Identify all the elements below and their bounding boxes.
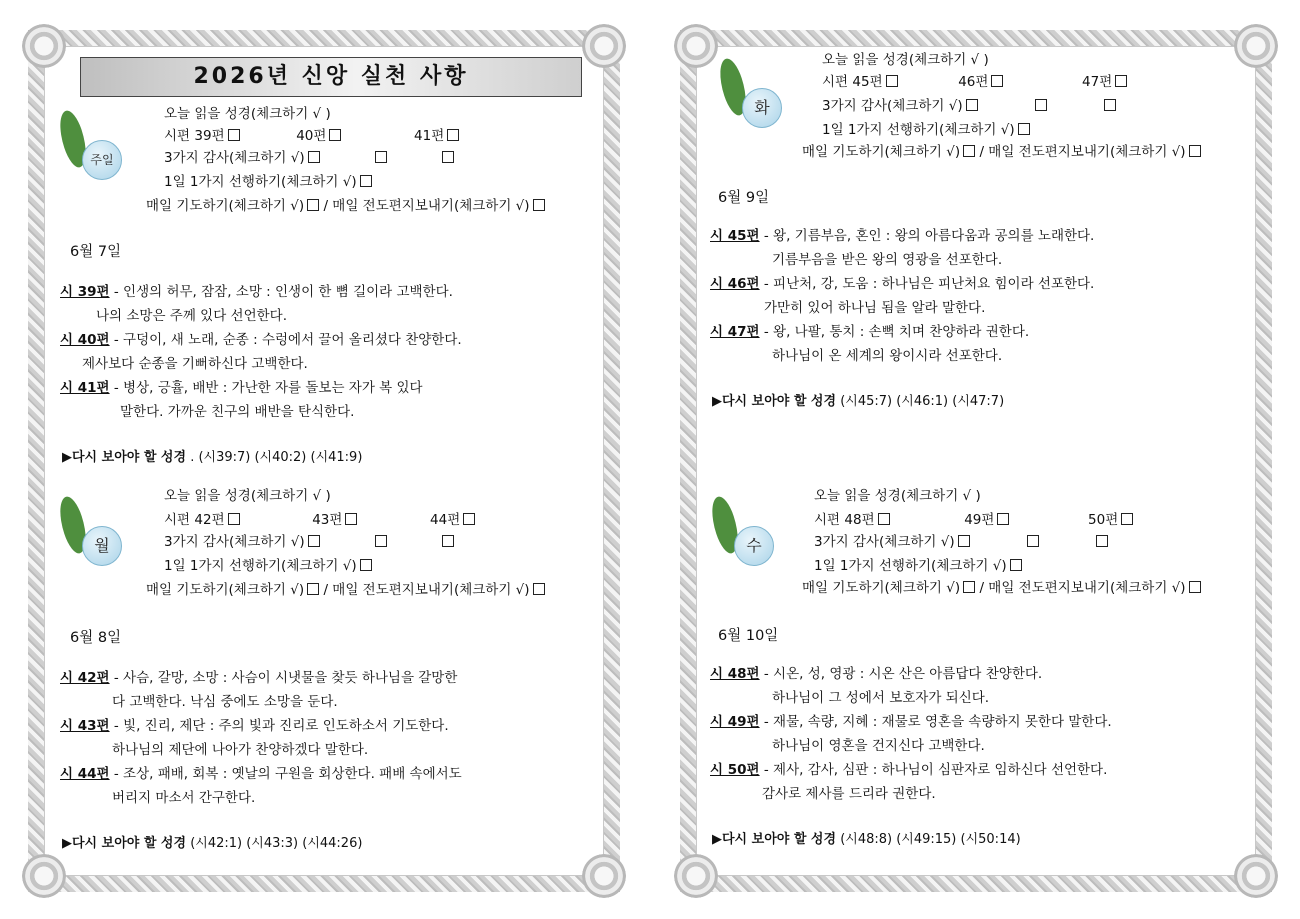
review-refs: . (시39:7) (시40:2) (시41:9) — [190, 450, 363, 465]
checkbox[interactable] — [1189, 581, 1201, 593]
read-label: 오늘 읽을 성경(체크하기 √ ) — [814, 488, 981, 504]
psalm-summary-cont: 말한다. 가까운 친구의 배반을 탄식한다. — [120, 404, 355, 420]
psalm-summary-cont: 하나님이 온 세계의 왕이시라 선포한다. — [772, 348, 1003, 364]
psalm-number: 42편 — [194, 512, 225, 528]
checkbox[interactable] — [463, 513, 475, 525]
day-label: 화 — [742, 88, 782, 128]
review-line — [712, 390, 1004, 409]
psalm-prefix: 시편 — [164, 128, 191, 144]
review-refs: (시42:1) (시43:3) (시44:26) — [190, 836, 363, 851]
pray-label: 매일 기도하기(체크하기 √) — [802, 580, 961, 596]
corner-flower-icon — [674, 24, 718, 68]
thanks-checklist — [822, 96, 1116, 116]
pray-label: 매일 기도하기(체크하기 √) — [802, 144, 961, 160]
good-deed-checklist — [164, 556, 372, 576]
checkbox[interactable] — [442, 151, 454, 163]
good-deed-checklist — [822, 120, 1030, 140]
checkbox[interactable] — [997, 513, 1009, 525]
day-label: 월 — [82, 526, 122, 566]
corner-flower-icon — [1234, 24, 1278, 68]
read-label: 오늘 읽을 성경(체크하기 √ ) — [164, 106, 331, 122]
checkbox[interactable] — [307, 199, 319, 211]
slash: / — [323, 582, 328, 598]
psalm-ref: 시 50편 — [710, 762, 760, 778]
checkbox[interactable] — [533, 199, 545, 211]
review-refs: (시45:7) (시46:1) (시47:7) — [840, 394, 1005, 409]
checkbox[interactable] — [228, 513, 240, 525]
psalm-number: 47편 — [1082, 74, 1113, 90]
psalm-ref: 시 44편 — [60, 766, 110, 782]
checkbox[interactable] — [447, 129, 459, 141]
review-label: ▶다시 보아야 할 성경 — [62, 836, 187, 851]
checkbox[interactable] — [1121, 513, 1133, 525]
corner-flower-icon — [674, 854, 718, 898]
psalm-summary: - 조상, 패배, 회복 : 옛날의 구원을 회상한다. 패배 속에서도 — [109, 766, 462, 782]
checkbox[interactable] — [228, 129, 240, 141]
corner-flower-icon — [1234, 854, 1278, 898]
checkbox[interactable] — [308, 535, 320, 547]
psalm-ref: 시 45편 — [710, 228, 760, 244]
thanks-checklist — [164, 532, 454, 552]
psalm-entry — [60, 666, 457, 690]
checkbox[interactable] — [533, 583, 545, 595]
corner-flower-icon — [582, 24, 626, 68]
checkbox[interactable] — [360, 175, 372, 187]
thanks-label: 3가지 감사(체크하기 √) — [814, 534, 955, 550]
review-label: ▶다시 보아야 할 성경 — [62, 450, 187, 465]
psalm-summary-cont: 나의 소망은 주께 있다 선언한다. — [96, 308, 287, 324]
checkbox[interactable] — [307, 583, 319, 595]
read-label: 오늘 읽을 성경(체크하기 √ ) — [822, 52, 989, 68]
day-badge — [62, 496, 126, 576]
psalm-number: 46편 — [958, 74, 989, 90]
good-deed-label: 1일 1가지 선행하기(체크하기 √) — [822, 122, 1015, 138]
page-title: 2026년 신앙 실천 사항 — [80, 57, 582, 97]
psalm-summary: - 피난처, 강, 도움 : 하나님은 피난처요 힘이라 선포한다. — [759, 276, 1095, 292]
checkbox[interactable] — [329, 129, 341, 141]
psalm-entry — [60, 280, 453, 304]
right-page — [680, 30, 1272, 892]
checkbox[interactable] — [886, 75, 898, 87]
checkbox[interactable] — [308, 151, 320, 163]
pray-label: 매일 기도하기(체크하기 √) — [146, 198, 305, 214]
psalm-summary-cont: 제사보다 순종을 기뻐하신다 고백한다. — [82, 356, 308, 372]
psalm-number: 40편 — [296, 128, 327, 144]
day-label: 수 — [734, 526, 774, 566]
psalm-summary-cont: 가만히 있어 하나님 됨을 알라 말한다. — [764, 300, 986, 316]
checkbox[interactable] — [375, 535, 387, 547]
checkbox[interactable] — [966, 99, 978, 111]
psalm-summary-cont: 기름부음을 받은 왕의 영광을 선포한다. — [772, 252, 1003, 268]
psalm-checklist — [164, 510, 475, 530]
review-label: ▶다시 보아야 할 성경 — [712, 394, 837, 409]
checkbox[interactable] — [375, 151, 387, 163]
psalm-entry — [710, 662, 1042, 686]
psalm-number: 44편 — [430, 512, 461, 528]
psalm-summary-cont: 버리지 마소서 간구한다. — [112, 790, 256, 806]
psalm-ref: 시 43편 — [60, 718, 110, 734]
psalm-checklist — [814, 510, 1133, 530]
checkbox[interactable] — [1018, 123, 1030, 135]
psalm-prefix: 시편 — [814, 512, 841, 528]
corner-flower-icon — [22, 24, 66, 68]
psalm-summary: - 제사, 감사, 심판 : 하나님이 심판자로 임하신다 선언한다. — [759, 762, 1108, 778]
psalm-summary: - 왕, 기름부음, 혼인 : 왕의 아름다움과 공의를 노래한다. — [759, 228, 1095, 244]
psalm-number: 45편 — [852, 74, 883, 90]
psalm-number: 43편 — [312, 512, 343, 528]
psalm-summary: - 인생의 허무, 잠잠, 소망 : 인생이 한 뼘 길이라 고백한다. — [109, 284, 453, 300]
psalm-entry — [60, 376, 423, 400]
evangel-label: 매일 전도편지보내기(체크하기 √) — [332, 198, 530, 214]
review-label: ▶다시 보아야 할 성경 — [712, 832, 837, 847]
evangel-label: 매일 전도편지보내기(체크하기 √) — [988, 580, 1186, 596]
psalm-summary: - 사슴, 갈망, 소망 : 사슴이 시냇물을 찾듯 하나님을 갈망한 — [109, 670, 458, 686]
psalm-entry — [60, 328, 462, 352]
evangel-label: 매일 전도편지보내기(체크하기 √) — [988, 144, 1186, 160]
checkbox[interactable] — [442, 535, 454, 547]
checkbox[interactable] — [1035, 99, 1047, 111]
psalm-ref: 시 39편 — [60, 284, 110, 300]
thanks-label: 3가지 감사(체크하기 √) — [164, 534, 305, 550]
psalm-summary: - 구덩이, 새 노래, 순종 : 수렁에서 끌어 올리셨다 찬양한다. — [109, 332, 462, 348]
psalm-summary: - 왕, 나팔, 통치 : 손뼉 치며 찬양하라 권한다. — [759, 324, 1030, 340]
date-heading: 6월 9일 — [718, 190, 770, 206]
checkbox[interactable] — [958, 535, 970, 547]
checkbox[interactable] — [1027, 535, 1039, 547]
checkbox[interactable] — [345, 513, 357, 525]
psalm-number: 49편 — [964, 512, 995, 528]
pray-checklist — [802, 142, 1201, 162]
psalm-ref: 시 40편 — [60, 332, 110, 348]
psalm-summary: - 병상, 긍휼, 배반 : 가난한 자를 돌보는 자가 복 있다 — [109, 380, 423, 396]
review-refs: (시48:8) (시49:15) (시50:14) — [840, 832, 1021, 847]
psalm-entry — [60, 762, 462, 786]
evangel-label: 매일 전도편지보내기(체크하기 √) — [332, 582, 530, 598]
thanks-checklist — [164, 148, 454, 168]
psalm-entry — [710, 224, 1094, 248]
pray-checklist — [146, 580, 545, 600]
day-label: 주일 — [82, 140, 122, 180]
good-deed-checklist — [164, 172, 372, 192]
date-heading: 6월 7일 — [70, 244, 122, 260]
psalm-entry — [60, 714, 449, 738]
good-deed-checklist — [814, 556, 1022, 576]
psalm-summary: - 빛, 진리, 제단 : 주의 빛과 진리로 인도하소서 기도한다. — [109, 718, 449, 734]
psalm-summary: - 시온, 성, 영광 : 시온 산은 아름답다 찬양한다. — [759, 666, 1043, 682]
psalm-summary-cont: 다 고백한다. 낙심 중에도 소망을 둔다. — [112, 694, 338, 710]
good-deed-label: 1일 1가지 선행하기(체크하기 √) — [814, 558, 1007, 574]
thanks-label: 3가지 감사(체크하기 √) — [822, 98, 963, 114]
review-line — [62, 832, 362, 851]
psalm-ref: 시 41편 — [60, 380, 110, 396]
checkbox[interactable] — [963, 145, 975, 157]
review-line — [62, 446, 362, 465]
psalm-ref: 시 42편 — [60, 670, 110, 686]
psalm-number: 50편 — [1088, 512, 1119, 528]
pray-label: 매일 기도하기(체크하기 √) — [146, 582, 305, 598]
pray-checklist — [802, 578, 1201, 598]
day-badge — [62, 110, 126, 190]
slash: / — [979, 144, 984, 160]
checkbox[interactable] — [1096, 535, 1108, 547]
psalm-checklist — [164, 126, 459, 146]
good-deed-label: 1일 1가지 선행하기(체크하기 √) — [164, 558, 357, 574]
psalm-prefix: 시편 — [822, 74, 849, 90]
psalm-number: 48편 — [844, 512, 875, 528]
read-label: 오늘 읽을 성경(체크하기 √ ) — [164, 488, 331, 504]
psalm-ref: 시 49편 — [710, 714, 760, 730]
psalm-ref: 시 46편 — [710, 276, 760, 292]
date-heading: 6월 8일 — [70, 630, 122, 646]
checkbox[interactable] — [1104, 99, 1116, 111]
psalm-entry — [710, 272, 1094, 296]
slash: / — [323, 198, 328, 214]
psalm-entry — [710, 710, 1112, 734]
checkbox[interactable] — [1115, 75, 1127, 87]
psalm-summary: - 재물, 속량, 지혜 : 재물로 영혼을 속량하지 못한다 말한다. — [759, 714, 1112, 730]
checkbox[interactable] — [963, 581, 975, 593]
pray-checklist — [146, 196, 545, 216]
corner-flower-icon — [582, 854, 626, 898]
psalm-prefix: 시편 — [164, 512, 191, 528]
psalm-number: 39편 — [194, 128, 225, 144]
review-line — [712, 828, 1021, 847]
day-badge — [714, 496, 778, 576]
psalm-entry — [710, 758, 1107, 782]
checkbox[interactable] — [360, 559, 372, 571]
psalm-summary-cont: 감사로 제사를 드리라 권한다. — [762, 786, 936, 802]
day-badge — [722, 58, 786, 138]
good-deed-label: 1일 1가지 선행하기(체크하기 √) — [164, 174, 357, 190]
psalm-entry — [710, 320, 1029, 344]
corner-flower-icon — [22, 854, 66, 898]
checkbox[interactable] — [1189, 145, 1201, 157]
psalm-number: 41편 — [414, 128, 445, 144]
date-heading: 6월 10일 — [718, 628, 779, 644]
psalm-summary-cont: 하나님의 제단에 나아가 찬양하겠다 말한다. — [112, 742, 369, 758]
psalm-summary-cont: 하나님이 그 성에서 보호자가 되신다. — [772, 690, 990, 706]
checkbox[interactable] — [991, 75, 1003, 87]
psalm-checklist — [822, 72, 1127, 92]
checkbox[interactable] — [1010, 559, 1022, 571]
thanks-checklist — [814, 532, 1108, 552]
checkbox[interactable] — [878, 513, 890, 525]
left-page — [28, 30, 620, 892]
psalm-ref: 시 48편 — [710, 666, 760, 682]
psalm-summary-cont: 하나님이 영혼을 건지신다 고백한다. — [772, 738, 985, 754]
slash: / — [979, 580, 984, 596]
thanks-label: 3가지 감사(체크하기 √) — [164, 150, 305, 166]
psalm-ref: 시 47편 — [710, 324, 760, 340]
